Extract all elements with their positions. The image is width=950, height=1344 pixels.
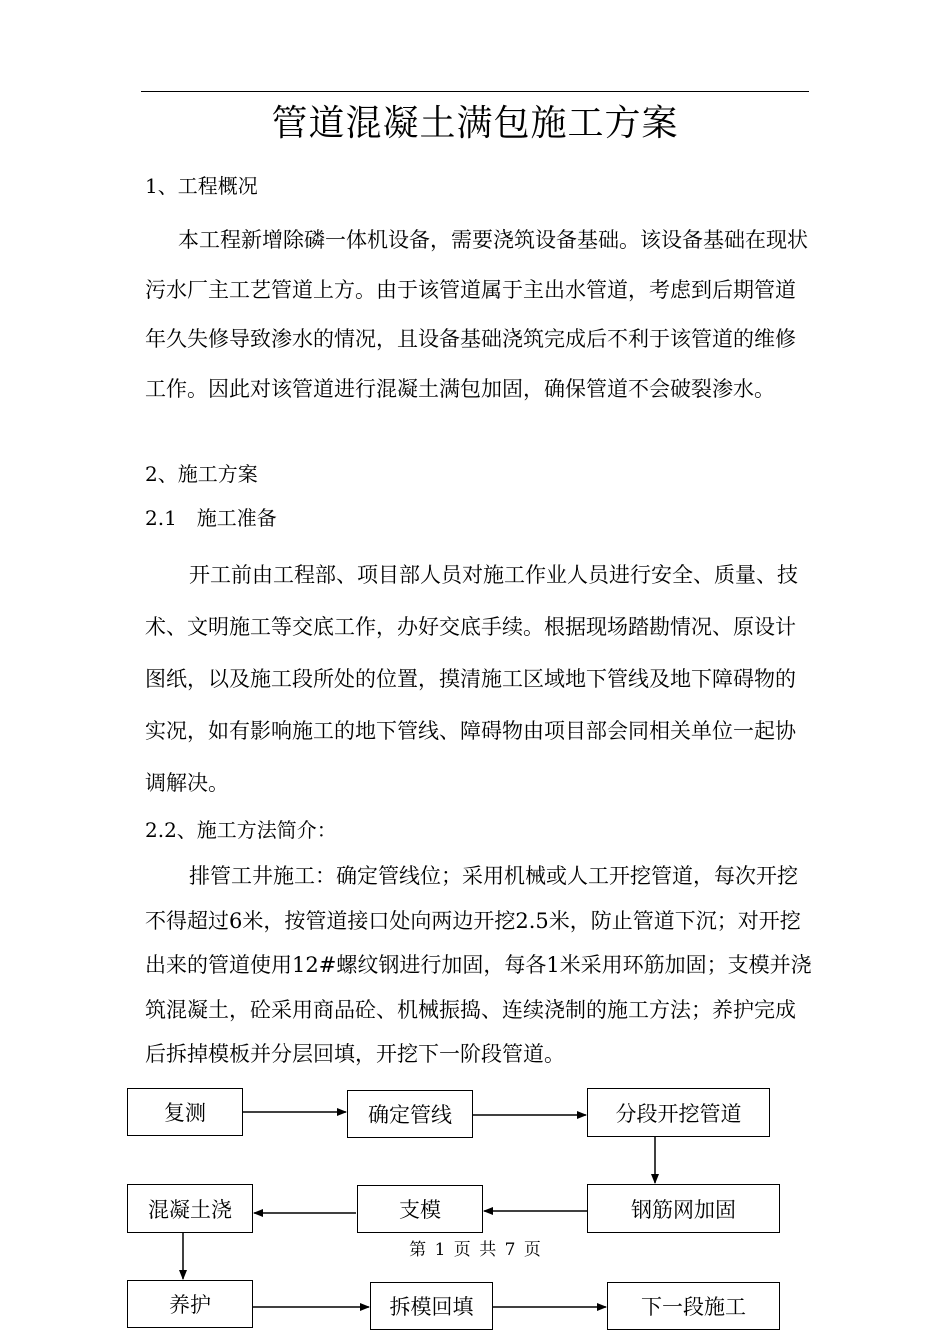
section-2-2-paragraph: 排管工井施工：确定管线位；采用机械或人工开挖管道，每次开挖不得超过6米，按管道接口处向两边开挖2.5米，防止管道下沉；对开挖出来的管道使用12#螺纹钢进行加固，每各1米采用环筋加固；支模并浇筑混凝土，砼采用商品砼、机械振捣、连续浇制的施工方法；养护完成后拆掉模板并分层回填，开挖下一阶段管道。 [145, 864, 812, 1066]
section-2-heading: 2、施工方案 [145, 462, 258, 486]
flow-step-rebar-reinforcement: 钢筋网加固 [587, 1184, 780, 1233]
flow-step-recheck: 复测 [127, 1088, 243, 1136]
document-title: 管道混凝土满包施工方案 [271, 103, 679, 144]
section-2-1-heading: 2.1 施工准备 [145, 506, 277, 530]
flow-step-curing: 养护 [127, 1280, 253, 1328]
section-1-paragraph: 本工程新增除磷一体机设备，需要浇筑设备基础。该设备基础在现状污水厂主工艺管道上方。由于该管道属于主出水管道，考虑到后期管道年久失修导致渗水的情况，且设备基础浇筑完成后不利于该管道的维修工作。因此对该管道进行混凝土满包加固，确保管道不会破裂渗水。 [145, 228, 808, 401]
section-1-heading: 1、工程概况 [145, 174, 258, 198]
flow-step-locate-pipeline: 确定管线 [347, 1090, 473, 1138]
flow-step-concrete-pour: 混凝土浇 [127, 1184, 253, 1233]
section-2-1-paragraph: 开工前由工程部、项目部人员对施工作业人员进行安全、质量、技术、文明施工等交底工作，办好交底手续。根据现场踏勘情况、原设计图纸，以及施工段所处的位置，摸清施工区域地下管线及地下障碍物的实况，如有影响施工的地下管线、障碍物由项目部会同相关单位一起协调解决。 [145, 563, 798, 795]
section-2-2-heading: 2.2、施工方法简介： [145, 818, 337, 842]
flow-step-remove-formwork-backfill: 拆模回填 [370, 1282, 493, 1330]
flow-step-next-segment: 下一段施工 [607, 1282, 780, 1330]
flow-step-segment-excavation: 分段开挖管道 [587, 1088, 770, 1137]
flow-step-formwork: 支模 [357, 1185, 483, 1233]
page-footer: 第 1 页 共 7 页 [409, 1240, 541, 1260]
